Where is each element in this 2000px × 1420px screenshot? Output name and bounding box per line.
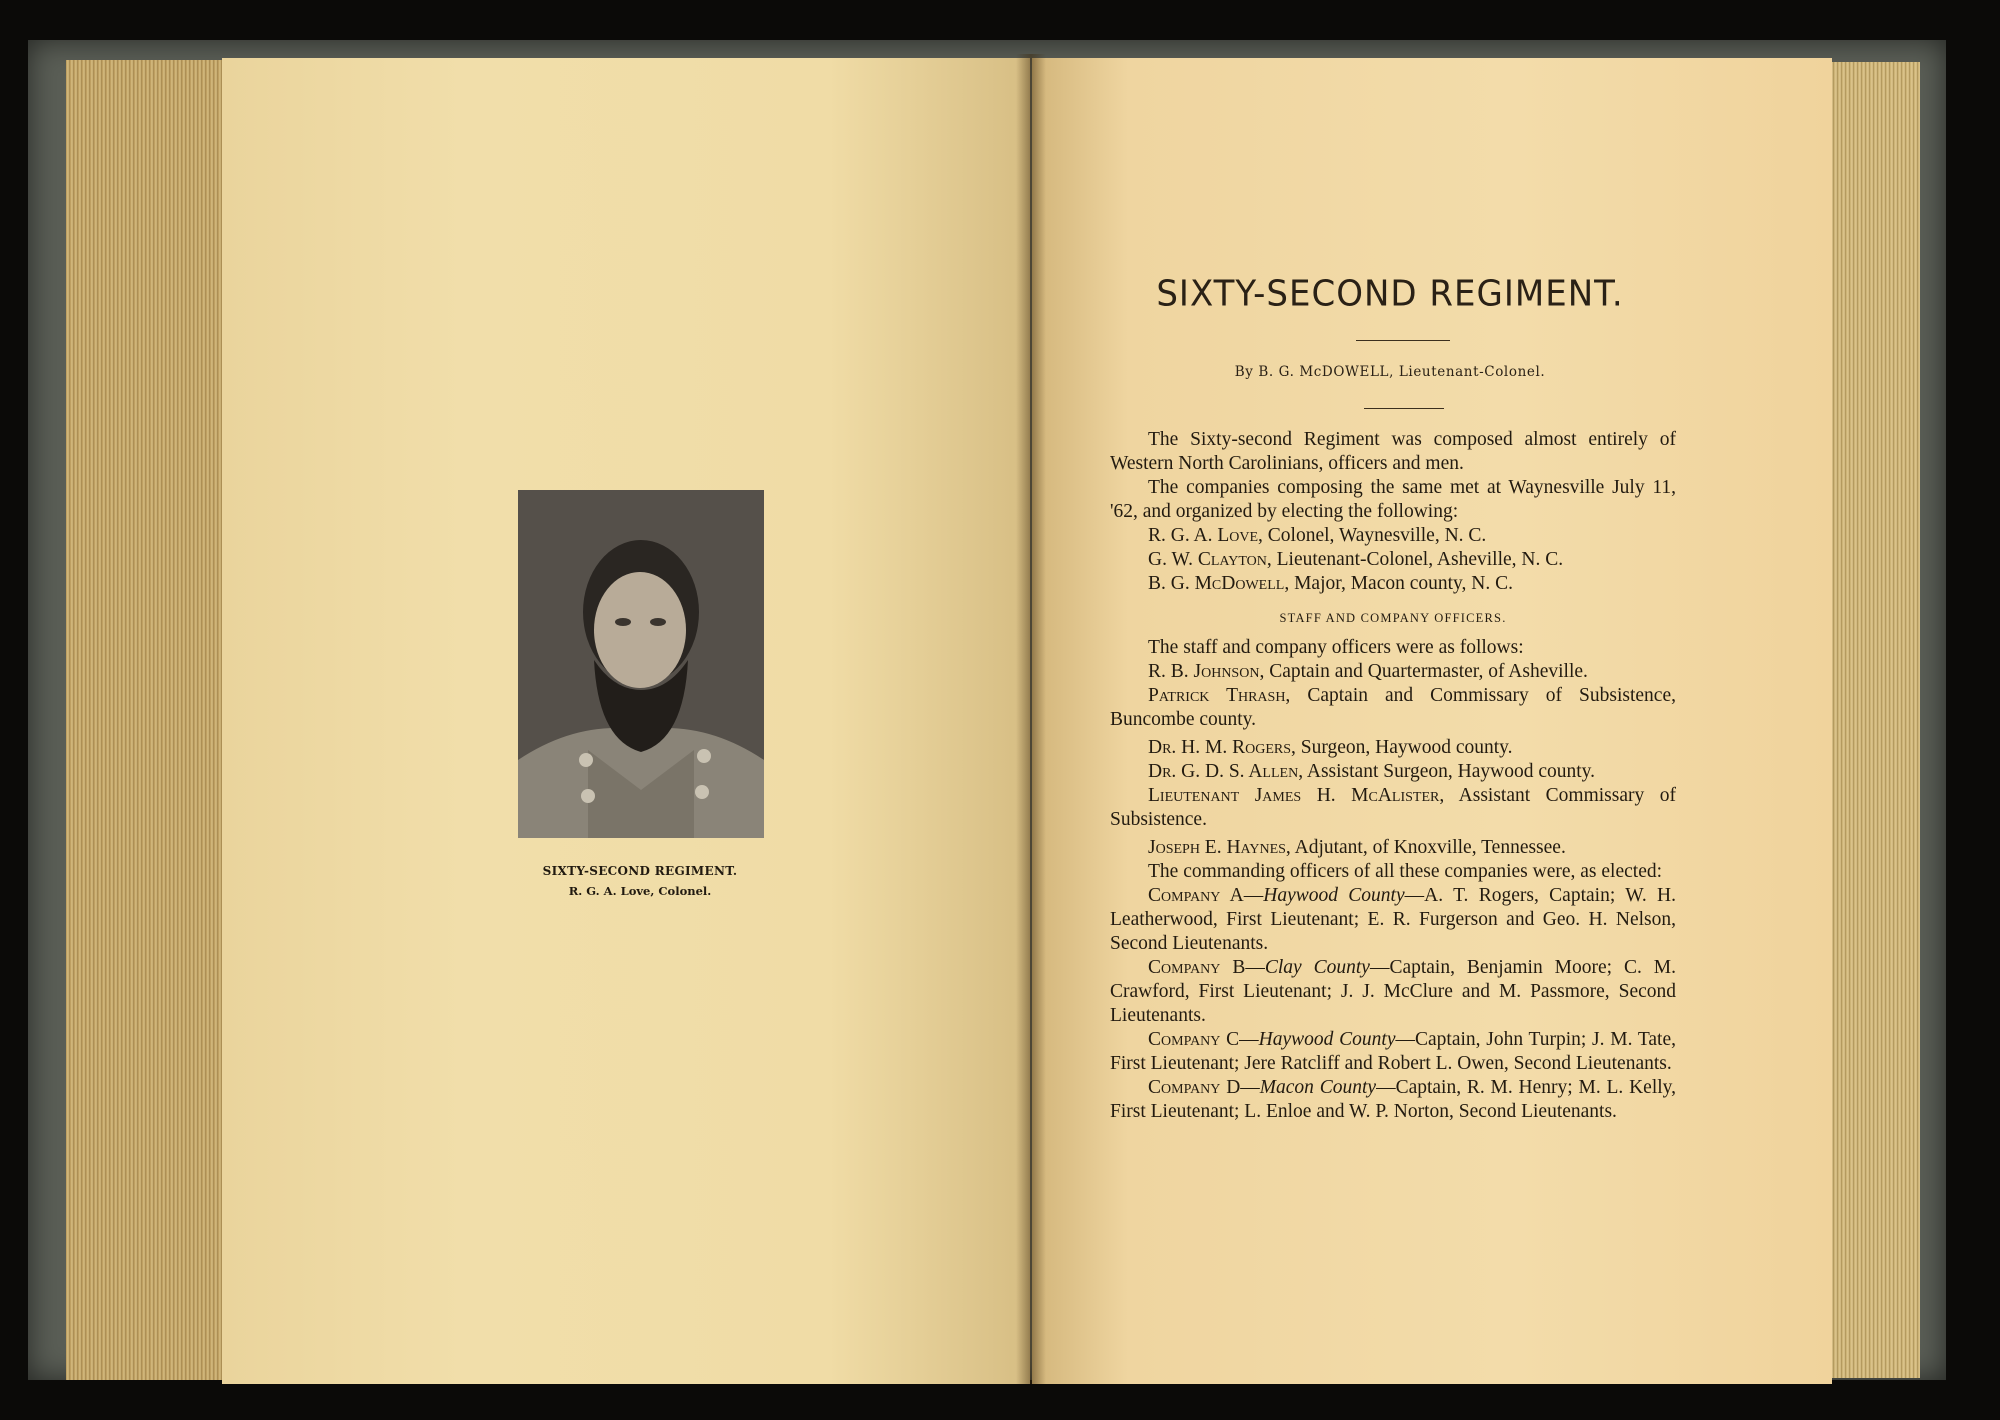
book-gutter xyxy=(1016,54,1046,1384)
byline-rule xyxy=(1364,408,1444,409)
portrait-photo xyxy=(518,490,764,838)
company-entry: Company B—Clay County—Captain, Benjamin Moore; C. M. Crawford, First Lieutenant; J. J. McClure and M. Passmore, Second Lieutenants. xyxy=(1110,957,1676,1026)
portrait-caption-title: SIXTY-SECOND REGIMENT. xyxy=(542,864,738,878)
staff-heading: STAFF AND COMPANY OFFICERS. xyxy=(1279,611,1507,625)
portrait-caption-subtitle: R. G. A. Love, Colonel. xyxy=(568,884,712,898)
chapter-title: SIXTY-SECOND REGIMENT. xyxy=(1156,273,1624,315)
title-rule xyxy=(1356,340,1450,341)
officer-entry: G. W. Clayton, Lieutenant-Colonel, Asheville, N. C. xyxy=(1148,549,1564,570)
staff-entry: Lieutenant James H. McAlister, Assistant Commissary of Subsistence. xyxy=(1110,785,1676,830)
byline: By B. G. McDOWELL, Lieutenant-Colonel. xyxy=(1234,364,1546,380)
staff-intro: The staff and company officers were as follows: xyxy=(1148,637,1524,658)
commanding-intro: The commanding officers of all these companies were, as elected: xyxy=(1148,861,1663,882)
chapter-body xyxy=(1110,428,1676,1124)
field-officers-list xyxy=(1110,524,1676,596)
staff-entry: Dr. H. M. Rogers, Surgeon, Haywood county. xyxy=(1148,737,1513,758)
company-entry: Company D—Macon County—Captain, R. M. Henry; M. L. Kelly, First Lieutenant; L. Enloe and W. P. Norton, Second Lieutenants. xyxy=(1110,1077,1677,1122)
company-entry: Company A—Haywood County—A. T. Rogers, Captain; W. H. Leatherwood, First Lieutenant; E. R. Furgerson and Geo. H. Nelson, Second Lieutenants. xyxy=(1110,885,1676,954)
officer-entry: R. G. A. Love, Colonel, Waynesville, N. C. xyxy=(1148,525,1487,546)
page-edges-left xyxy=(66,60,226,1380)
staff-entry: Joseph E. Haynes, Adjutant, of Knoxville, Tennessee. xyxy=(1148,837,1566,858)
staff-list xyxy=(1110,660,1676,860)
staff-entry: Dr. G. D. S. Allen, Assistant Surgeon, Haywood county. xyxy=(1148,761,1596,782)
company-list xyxy=(1110,884,1676,1124)
staff-entry: Patrick Thrash, Captain and Commissary of Subsistence, Buncombe county. xyxy=(1110,685,1676,730)
staff-entry: R. B. Johnson, Captain and Quartermaster, of Asheville. xyxy=(1148,661,1588,682)
companies-intro: The companies composing the same met at Waynesville July 11, '62, and organized by electing the following: xyxy=(1110,477,1676,522)
officer-entry: B. G. McDowell, Major, Macon county, N. C. xyxy=(1148,573,1513,594)
company-entry: Company C—Haywood County—Captain, John Turpin; J. M. Tate, First Lieutenant; Jere Ratcliff and Robert L. Owen, Second Lieutenants. xyxy=(1110,1029,1677,1074)
intro-paragraph: The Sixty-second Regiment was composed almost entirely of Western North Carolinians, officers and men. xyxy=(1110,429,1676,474)
